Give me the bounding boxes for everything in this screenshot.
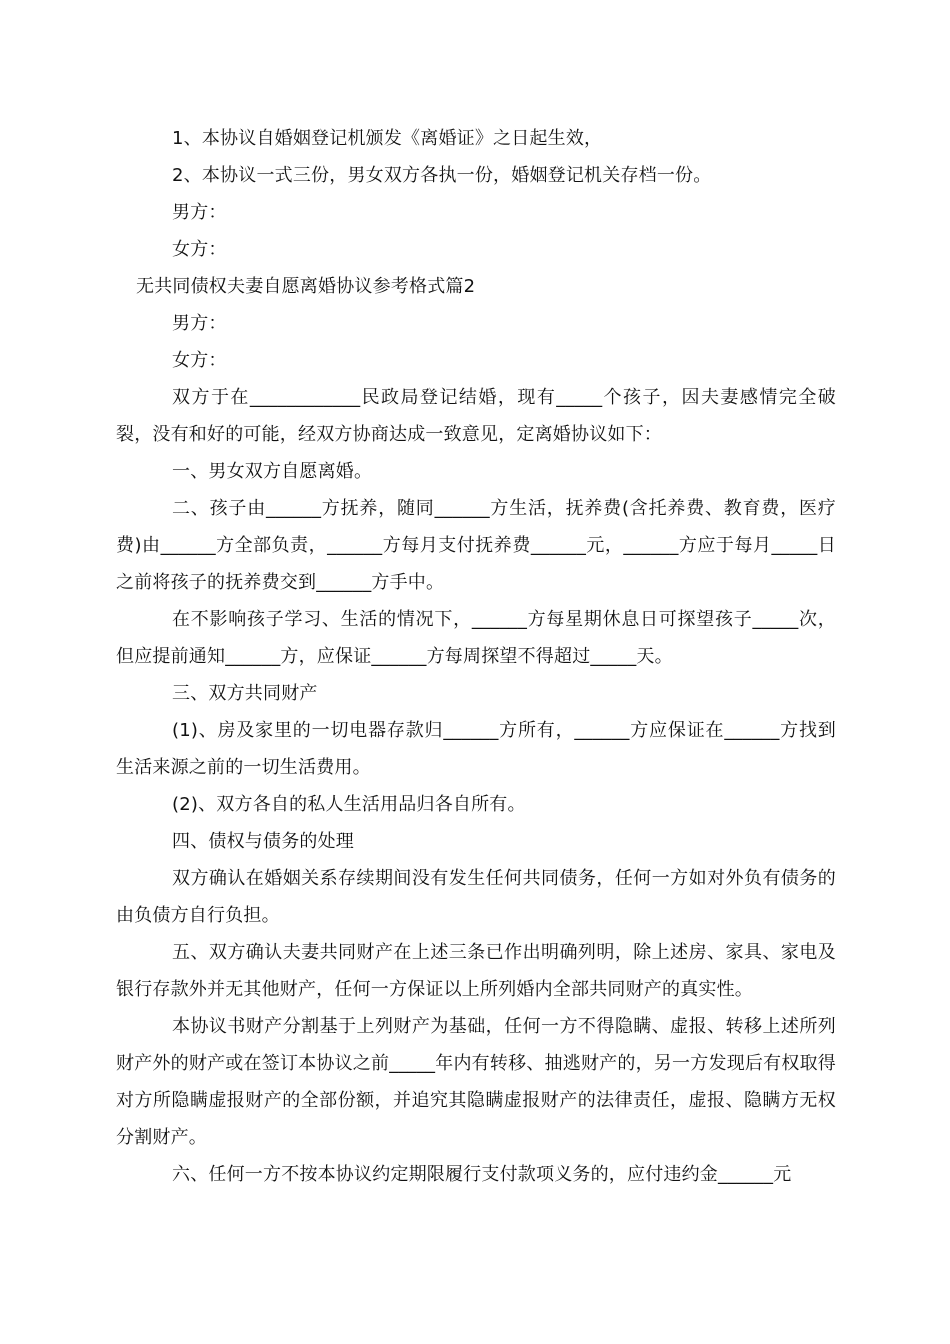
clause-4-body: 双方确认在婚姻关系存续期间没有发生任何共同债务，任何一方如对外负有债务的由负债方自行负担。 bbox=[116, 868, 836, 926]
paragraph-intro: 双方于在____________民政局登记结婚，现有_____个孩子，因夫妻感情完全破裂，没有和好的可能，经双方协商达成一致意见，定离婚协议如下： bbox=[116, 387, 836, 445]
party-male: 男方： bbox=[172, 313, 227, 334]
clause-3-heading: 三、双方共同财产 bbox=[172, 683, 318, 704]
clause-effective: 1、本协议自婚姻登记机颁发《离婚证》之日起生效， bbox=[172, 128, 603, 149]
signature-female: 女方： bbox=[172, 239, 227, 260]
clause-3-item-1: (1)、房及家里的一切电器存款归______方所有，______方应保证在______方找到生活来源之前的一切生活费用。 bbox=[116, 720, 836, 778]
clause-1: 一、男女双方自愿离婚。 bbox=[172, 461, 373, 482]
clause-2-custody: 二、孩子由______方抚养，随同______方生活，抚养费(含托养费、教育费，医疗费)由______方全部负责，______方每月支付抚养费______元，______方应于每月_____日之前将孩子的抚养费交到______方手中。 bbox=[116, 498, 836, 593]
clause-5-basis: 本协议书财产分割基于上列财产为基础，任何一方不得隐瞒、虚报、转移上述所列财产外的财产或在签订本协议之前_____年内有转移、抽逃财产的，另一方发现后有权取得对方所隐瞒虚报财产的全部份额，并追究其隐瞒虚报财产的法律责任，虚报、隐瞒方无权分割财产。 bbox=[116, 1016, 836, 1148]
clause-3-item-2: (2)、双方各自的私人生活用品归各自所有。 bbox=[172, 794, 526, 815]
section-title: 无共同债权夫妻自愿离婚协议参考格式篇2 bbox=[136, 276, 476, 297]
clause-6: 六、任何一方不按本协议约定期限履行支付款项义务的，应付违约金______元 bbox=[172, 1164, 792, 1185]
party-female: 女方： bbox=[172, 350, 227, 371]
clause-copies: 2、本协议一式三份，男女双方各执一份，婚姻登记机关存档一份。 bbox=[172, 165, 712, 186]
signature-male: 男方： bbox=[172, 202, 227, 223]
document-body bbox=[116, 120, 836, 1193]
clause-2-visitation: 在不影响孩子学习、生活的情况下，______方每星期休息日可探望孩子_____次，但应提前通知______方，应保证______方每周探望不得超过_____天。 bbox=[116, 609, 836, 667]
clause-4-heading: 四、债权与债务的处理 bbox=[172, 831, 354, 852]
clause-5: 五、双方确认夫妻共同财产在上述三条已作出明确列明，除上述房、家具、家电及银行存款外并无其他财产，任何一方保证以上所列婚内全部共同财产的真实性。 bbox=[116, 942, 836, 1000]
